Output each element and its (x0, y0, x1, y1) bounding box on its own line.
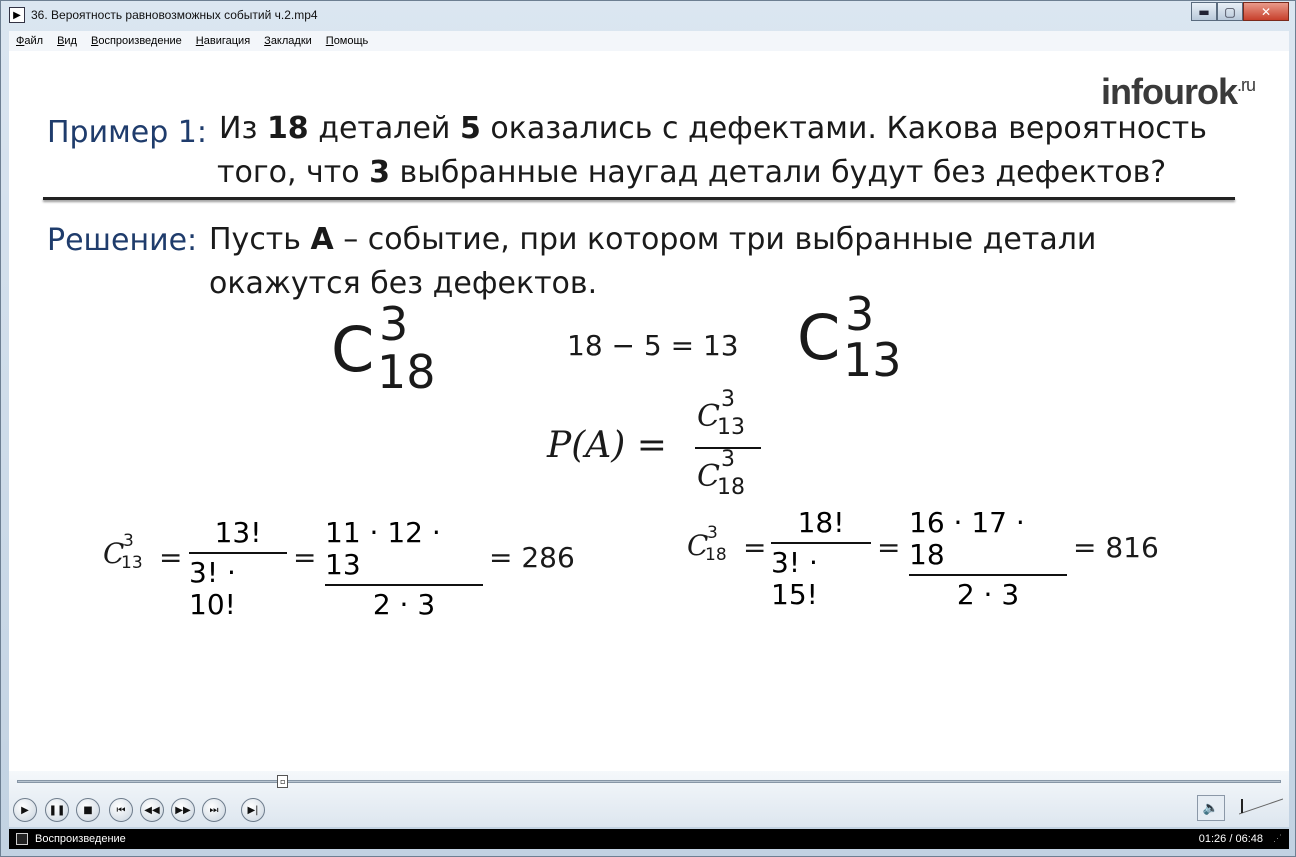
eq2-equals: = (743, 531, 767, 564)
probability-numerator-sup: 3 (721, 387, 735, 412)
status-text: Воспроизведение (35, 833, 126, 845)
menu-file[interactable]: Файл (16, 35, 44, 47)
volume-thumb[interactable] (1241, 799, 1243, 813)
probability-left: P(A) = (547, 425, 667, 466)
probability-numerator-sub: 13 (717, 415, 745, 440)
combination-c18-sup: 3 (379, 297, 409, 351)
divider-line (43, 197, 1235, 200)
stop-button[interactable]: ■ (76, 798, 100, 822)
app-icon: ▶ (9, 7, 25, 23)
probability-denominator-sup: 3 (721, 447, 735, 472)
combination-c13-sup: 3 (845, 287, 875, 341)
window-title: 36. Вероятность равновозможных событий ч.2.mp4 (31, 8, 318, 22)
play-button[interactable]: ▶ (13, 798, 37, 822)
seek-bar[interactable] (17, 780, 1281, 783)
status-bar (9, 829, 1289, 849)
frame-step-button[interactable]: ▶| (241, 798, 265, 822)
previous-button[interactable]: ⏮ (109, 798, 133, 822)
eq2-fraction-1: 18! 3! · 15! (771, 507, 871, 611)
example-line-2: того, что 3 выбранные наугад детали будут без дефектов? (217, 155, 1167, 190)
title-bar (1, 1, 1295, 29)
combination-c13: C (797, 301, 841, 374)
combination-c18: C (331, 313, 375, 386)
minimize-button[interactable]: ▬ (1191, 2, 1217, 21)
fast-forward-button[interactable]: ▶▶ (171, 798, 195, 822)
close-button[interactable]: ✕ (1243, 2, 1289, 21)
example-line-1: Из 18 деталей 5 оказались с дефектами. Какова вероятность (219, 111, 1207, 146)
player-controls (9, 771, 1289, 827)
seek-thumb[interactable]: ▫ (277, 775, 288, 788)
eq1-equals-2: = (293, 541, 317, 574)
menu-navigation[interactable]: Навигация (195, 35, 251, 47)
probability-numerator: C (697, 399, 720, 434)
solution-line-2: окажутся без дефектов. (209, 266, 598, 301)
eq1-fraction-1: 13! 3! · 10! (189, 517, 287, 621)
volume-track (1239, 799, 1283, 814)
pause-button[interactable]: ❚❚ (45, 798, 69, 822)
status-icon (16, 833, 28, 845)
eq2-sub: 18 (705, 545, 727, 565)
eq2-sup: 3 (707, 523, 718, 543)
solution-label: Решение: (47, 223, 198, 258)
infourok-logo: infourok$^{.ru}$ (1101, 71, 1255, 112)
eq1-c: C (103, 537, 125, 570)
eq2-c: C (687, 529, 709, 562)
menu-bookmarks[interactable]: Закладки (264, 35, 312, 47)
video-frame[interactable] (9, 51, 1289, 771)
eq1-fraction-2: 11 · 12 · 13 2 · 3 (325, 517, 483, 621)
combination-c13-sub: 13 (843, 333, 902, 387)
probability-denominator-sub: 18 (717, 475, 745, 500)
menu-view[interactable]: Вид (57, 35, 77, 47)
menu-bar (9, 31, 1289, 51)
caption-buttons (1191, 2, 1289, 21)
volume-slider[interactable] (1239, 797, 1283, 815)
menu-help[interactable]: Помощь (325, 35, 369, 47)
eq2-result: = 816 (1073, 531, 1159, 564)
combination-c18-sub: 18 (377, 345, 436, 399)
mute-button[interactable]: 🔈 (1197, 795, 1225, 821)
resize-grip-icon[interactable]: ⋰ (1273, 833, 1282, 843)
example-label: Пример 1: (47, 115, 207, 150)
eq1-result: = 286 (489, 541, 575, 574)
eq2-fraction-2: 16 · 17 · 18 2 · 3 (909, 507, 1067, 611)
solution-line-1: Пусть А – событие, при котором три выбранные детали (209, 222, 1097, 257)
difference-expression: 18 − 5 = 13 (567, 329, 739, 362)
eq1-sup: 3 (123, 531, 134, 551)
probability-denominator: C (697, 459, 720, 494)
maximize-button[interactable]: ▢ (1217, 2, 1243, 21)
rewind-button[interactable]: ◀◀ (140, 798, 164, 822)
eq1-equals: = (159, 541, 183, 574)
time-display: 01:26 / 06:48 (1198, 833, 1263, 845)
next-button[interactable]: ⏭ (202, 798, 226, 822)
eq2-equals-2: = (877, 531, 901, 564)
menu-playback[interactable]: Воспроизведение (90, 35, 182, 47)
eq1-sub: 13 (121, 553, 143, 573)
